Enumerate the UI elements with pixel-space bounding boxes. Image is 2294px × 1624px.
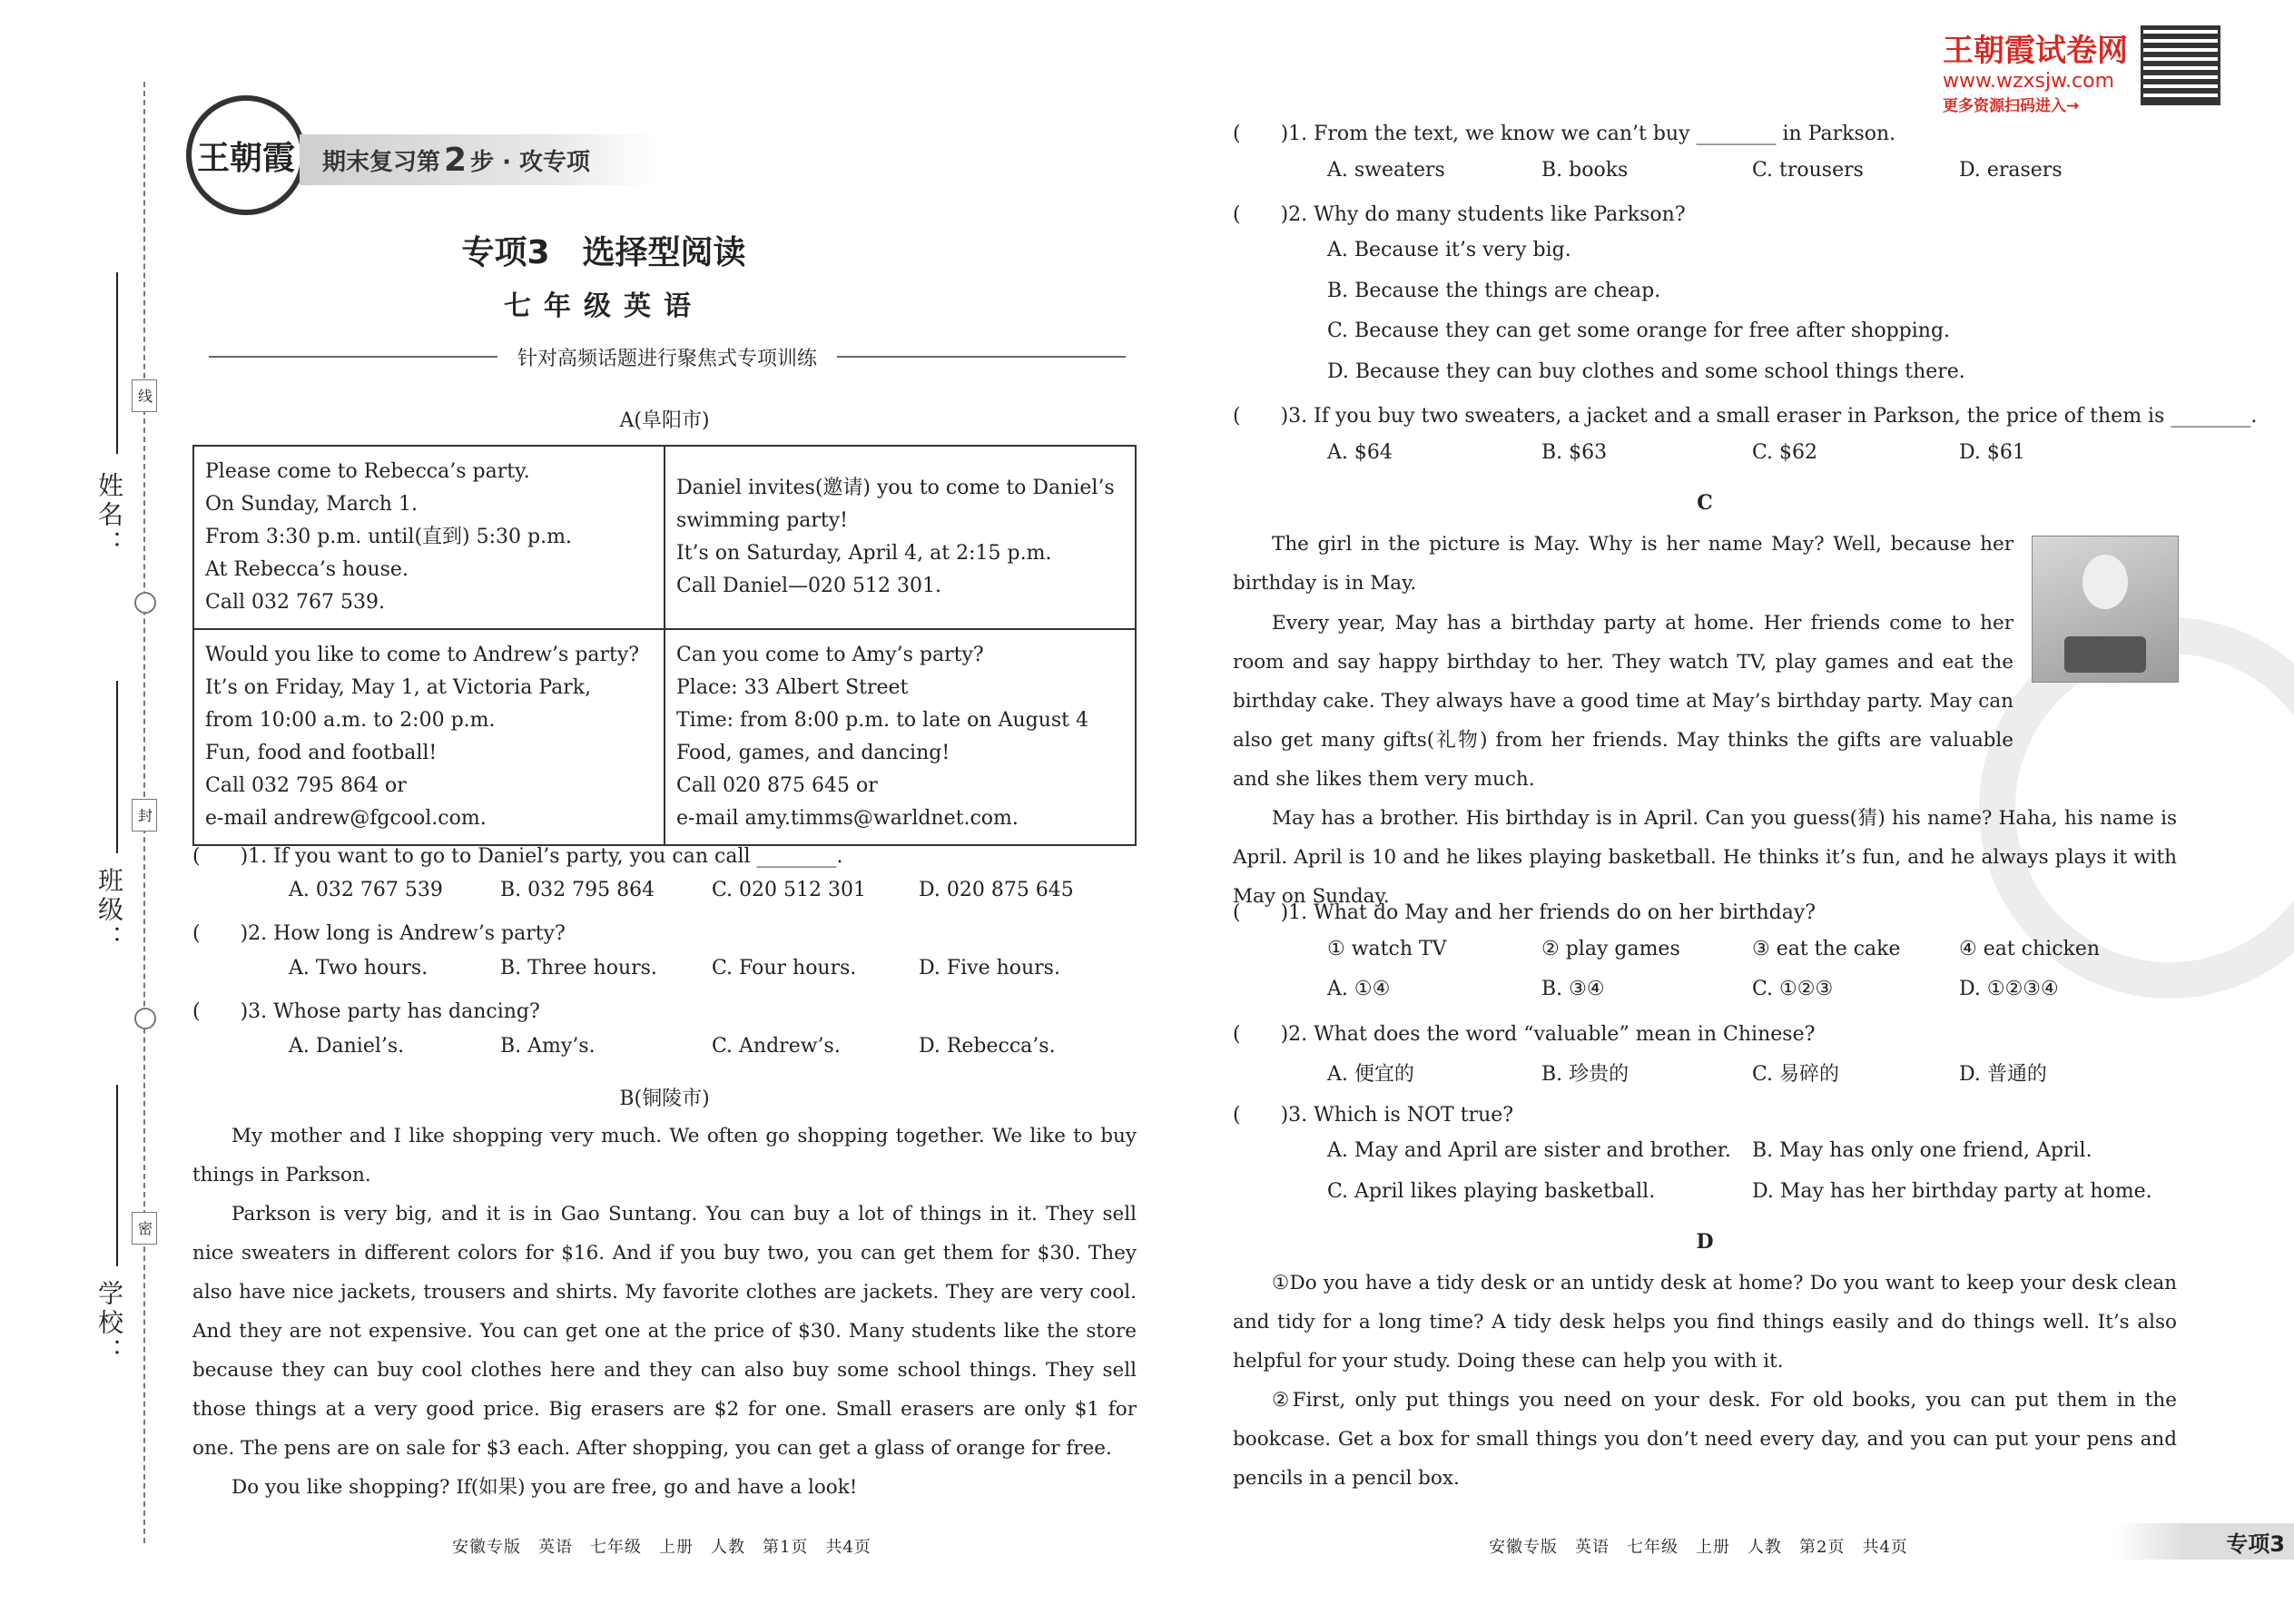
question-b1: ( )1. From the text, we know we can’t buy ________ in Parkson.	[1233, 123, 1896, 145]
option[interactable]: D. Because they can buy clothes and some school things there.	[1327, 360, 1965, 383]
option[interactable]: C. 020 512 301	[712, 879, 866, 901]
cell-line: At Rebecca’s house.	[205, 558, 409, 581]
section-c-passage-top	[1233, 525, 2013, 603]
option[interactable]: C. $62	[1752, 441, 1818, 464]
option[interactable]: A. $64	[1327, 441, 1393, 464]
section-c-head: C	[1697, 491, 1713, 515]
school-field[interactable]	[116, 1085, 118, 1266]
option[interactable]: D. May has her birthday party at home.	[1752, 1180, 2152, 1203]
table-cell-amy	[665, 629, 1136, 845]
section-d-head: D	[1696, 1230, 1714, 1254]
question-b2: ( )2. Why do many students like Parkson?	[1233, 203, 1686, 226]
options-c1	[1327, 978, 2059, 1000]
items-c1	[1327, 938, 2100, 960]
cell-line: Call 032 767 539.	[205, 591, 385, 614]
options-c2	[1327, 1058, 2047, 1087]
option[interactable]: B. Amy’s.	[500, 1035, 596, 1058]
option[interactable]: B. Because the things are cheap.	[1327, 280, 1661, 302]
page-title: 专项3 选择型阅读	[461, 234, 746, 271]
question-a3: ( )3. Whose party has dancing?	[192, 1000, 540, 1023]
option[interactable]: A. Daniel’s.	[289, 1035, 405, 1058]
option[interactable]: C. ①②③	[1752, 978, 1834, 1000]
section-tag: 专项3	[2115, 1523, 2294, 1560]
options-b3	[1327, 441, 2025, 464]
site-name: 王朝霞试卷网	[1943, 33, 2128, 69]
option[interactable]: C. Because they can get some orange for free after shopping.	[1327, 320, 1951, 342]
question-b3: ( )3. If you buy two sweaters, a jacket and a small eraser in Parkson, the price of them is ________.	[1233, 405, 2258, 428]
question-c3: ( )3. Which is NOT true?	[1233, 1104, 1514, 1127]
cell-line: e-mail amy.timms@warldnet.com.	[676, 807, 1019, 830]
cell-line: Time: from 8:00 p.m. to late on August 4	[676, 709, 1088, 732]
paragraph: My mother and I like shopping very much. We often go shopping together. We like to buy things in Parkson.	[192, 1125, 1137, 1186]
cell-line: It’s on Friday, May 1, at Victoria Park,	[205, 676, 592, 699]
question-a1: ( )1. If you want to go to Daniel’s party, you can call ________.	[192, 845, 843, 868]
cell-line: It’s on Saturday, April 4, at 2:15 p.m.	[676, 542, 1052, 565]
cell-line: from 10:00 a.m. to 2:00 p.m.	[205, 709, 496, 732]
binding-hole	[134, 1008, 156, 1029]
paragraph: Every year, May has a birthday party at home. Her friends come to her room and say happy birthday to her. They watch TV, play games and eat the birthday cake. They always have a good time at May’s birthday party. May can also get many gifts(礼物) from her friends. May thinks the gifts are valuable and she likes them very much.	[1233, 612, 2013, 791]
option[interactable]: B. Three hours.	[500, 957, 657, 979]
option[interactable]: A. ①④	[1327, 978, 1391, 1000]
options-c3b	[1327, 1180, 2152, 1203]
subtitle: 针对高频话题进行聚焦式专项训练	[517, 347, 818, 370]
option[interactable]: B. May has only one friend, April.	[1752, 1139, 2092, 1162]
options-c3a	[1327, 1139, 2092, 1162]
item: ③ eat the cake	[1752, 938, 1901, 960]
option[interactable]: A. May and April are sister and brother.	[1327, 1139, 1731, 1162]
option[interactable]: D. $61	[1959, 441, 2025, 464]
section-b-passage	[192, 1117, 1137, 1507]
item: ① watch TV	[1327, 938, 1447, 960]
cell-line: Please come to Rebecca’s party.	[205, 460, 530, 483]
option[interactable]: B. ③④	[1541, 978, 1605, 1000]
cell-line: From 3:30 p.m. until(直到) 5:30 p.m.	[205, 526, 572, 548]
option[interactable]: C. Andrew’s.	[712, 1035, 841, 1058]
paragraph: May has a brother. His birthday is in April. Can you guess(猜) his name? Haha, his name is April. April is 10 and he likes playing basketball. He thinks it’s fun, and he always plays it with May on Sunday.	[1233, 807, 2177, 908]
binding-char-secret: 密	[132, 1212, 157, 1245]
option[interactable]: C. Four hours.	[712, 957, 857, 979]
cell-line: Place: 33 Albert Street	[676, 676, 909, 699]
option[interactable]: C. April likes playing basketball.	[1327, 1180, 1656, 1203]
footer-right: 安徽专版 英语 七年级 上册 人教 第2页 共4页	[1489, 1538, 1908, 1557]
section-a-head: A(阜阳市)	[619, 409, 710, 432]
cell-line: Call Daniel—020 512 301.	[676, 575, 941, 597]
class-label: 班级：	[94, 867, 124, 954]
paragraph: ①Do you have a tidy desk or an untidy desk at home? Do you want to keep your desk clean and tidy for a long time? A tidy desk helps you find things easily and do things well. It’s also helpful for your study. Doing these can help you with it.	[1233, 1272, 2177, 1373]
divider	[837, 356, 1126, 358]
cell-line: e-mail andrew@fgcool.com.	[205, 807, 487, 830]
option[interactable]: D. Rebecca’s.	[919, 1035, 1056, 1058]
section-c-passage	[1233, 604, 2177, 916]
grade-subject: 七年级英语	[504, 290, 704, 322]
cell-line: Food, games, and dancing!	[676, 742, 950, 764]
option[interactable]: D. 普通的	[1959, 1063, 2047, 1086]
option[interactable]: B. $63	[1541, 441, 1608, 464]
option[interactable]: C. trousers	[1752, 159, 1864, 182]
footer-left: 安徽专版 英语 七年级 上册 人教 第1页 共4页	[452, 1538, 871, 1557]
option[interactable]: D. Five hours.	[919, 957, 1060, 979]
cell-line: Fun, food and football!	[205, 742, 438, 764]
review-banner	[300, 134, 658, 185]
cell-line: Daniel invites(邀请) you to come to Daniel’s swimming party!	[676, 477, 1115, 532]
banner-post: 步 · 攻专项	[470, 148, 591, 176]
site-brand	[1943, 25, 2128, 115]
party-invitations-table	[192, 445, 1137, 846]
option[interactable]: A. 032 767 539	[289, 879, 443, 901]
cell-line: Can you come to Amy’s party?	[676, 644, 984, 666]
cell-line: On Sunday, March 1.	[205, 493, 418, 516]
binding-hole	[134, 592, 156, 614]
options-a1	[289, 879, 1074, 901]
banner-pre: 期末复习第	[322, 148, 441, 176]
name-label: 姓名：	[94, 472, 124, 559]
option[interactable]: B. 珍贵的	[1541, 1063, 1629, 1086]
table-cell-daniel	[665, 446, 1136, 629]
item: ④ eat chicken	[1959, 938, 2101, 960]
cell-line: Would you like to come to Andrew’s party?	[205, 644, 640, 666]
option[interactable]: A. sweaters	[1327, 159, 1445, 182]
banner-step-number: 2	[444, 141, 468, 179]
binding-char-seal: 封	[132, 799, 157, 832]
option[interactable]: D. ①②③④	[1959, 978, 2059, 1000]
scan-hint: 更多资源扫码进入→	[1943, 97, 2080, 115]
section-d-passage	[1233, 1264, 2177, 1498]
divider	[209, 356, 497, 358]
cell-line: Call 020 875 645 or	[676, 774, 878, 797]
paragraph: Parkson is very big, and it is in Gao Suntang. You can buy a lot of things in it. They sell nice sweaters in different colors for $16. And if you buy two, you can get them for $30. They also have nice jackets, trousers and shirts. My favorite clothes are jackets. They are very cool. And they are not expensive. You can get one at the price of $30. Many students like the store because they can buy cool clothes here and they can also buy some school things. They sell those things at a very good price. Big erasers are $2 for one. Small erasers are only $1 for one. The pens are on sale for $3 each. After shopping, you can get a glass of orange for free.	[192, 1203, 1137, 1460]
option[interactable]: A. Two hours.	[289, 957, 428, 979]
class-field[interactable]	[116, 681, 118, 853]
question-c2: ( )2. What does the word “valuable” mean in Chinese?	[1233, 1023, 1816, 1046]
option[interactable]: A. Because it’s very big.	[1327, 239, 1571, 261]
binding-char-line: 线	[132, 379, 157, 412]
subtitle-row	[209, 343, 1126, 370]
option[interactable]: C. 易碎的	[1752, 1063, 1840, 1086]
option[interactable]: D. 020 875 645	[919, 879, 1074, 901]
table-cell-rebecca	[193, 446, 665, 629]
option[interactable]: A. 便宜的	[1327, 1063, 1414, 1086]
brand-logo: 王朝霞	[186, 95, 306, 215]
cell-line: Call 032 795 864 or	[205, 774, 407, 797]
table-cell-andrew	[193, 629, 665, 845]
paragraph: Do you like shopping? If(如果) you are free, go and have a look!	[231, 1476, 858, 1499]
section-b-head: B(铜陵市)	[619, 1088, 710, 1110]
qr-code-icon[interactable]	[2141, 25, 2220, 105]
option[interactable]: B. books	[1541, 159, 1629, 182]
option[interactable]: B. 032 795 864	[500, 879, 655, 901]
option[interactable]: D. erasers	[1959, 159, 2063, 182]
options-b1	[1327, 159, 2063, 182]
options-a3	[289, 1035, 1056, 1058]
paragraph: ②First, only put things you need on your desk. For old books, you can put them in the bookcase. Get a box for small things you don’t need every day, and you can put your pens and pencils in a pencil box.	[1233, 1389, 2177, 1490]
paragraph: The girl in the picture is May. Why is her name May? Well, because her birthday is in May.	[1233, 533, 2013, 595]
school-label: 学校：	[94, 1280, 124, 1367]
girl-face-icon	[2082, 555, 2128, 609]
question-c1: ( )1. What do May and her friends do on her birthday?	[1233, 901, 1816, 924]
question-a2: ( )2. How long is Andrew’s party?	[192, 922, 566, 945]
item: ② play games	[1541, 938, 1680, 960]
site-url[interactable]: www.wzxsjw.com	[1943, 70, 2115, 93]
options-a2	[289, 957, 1060, 979]
